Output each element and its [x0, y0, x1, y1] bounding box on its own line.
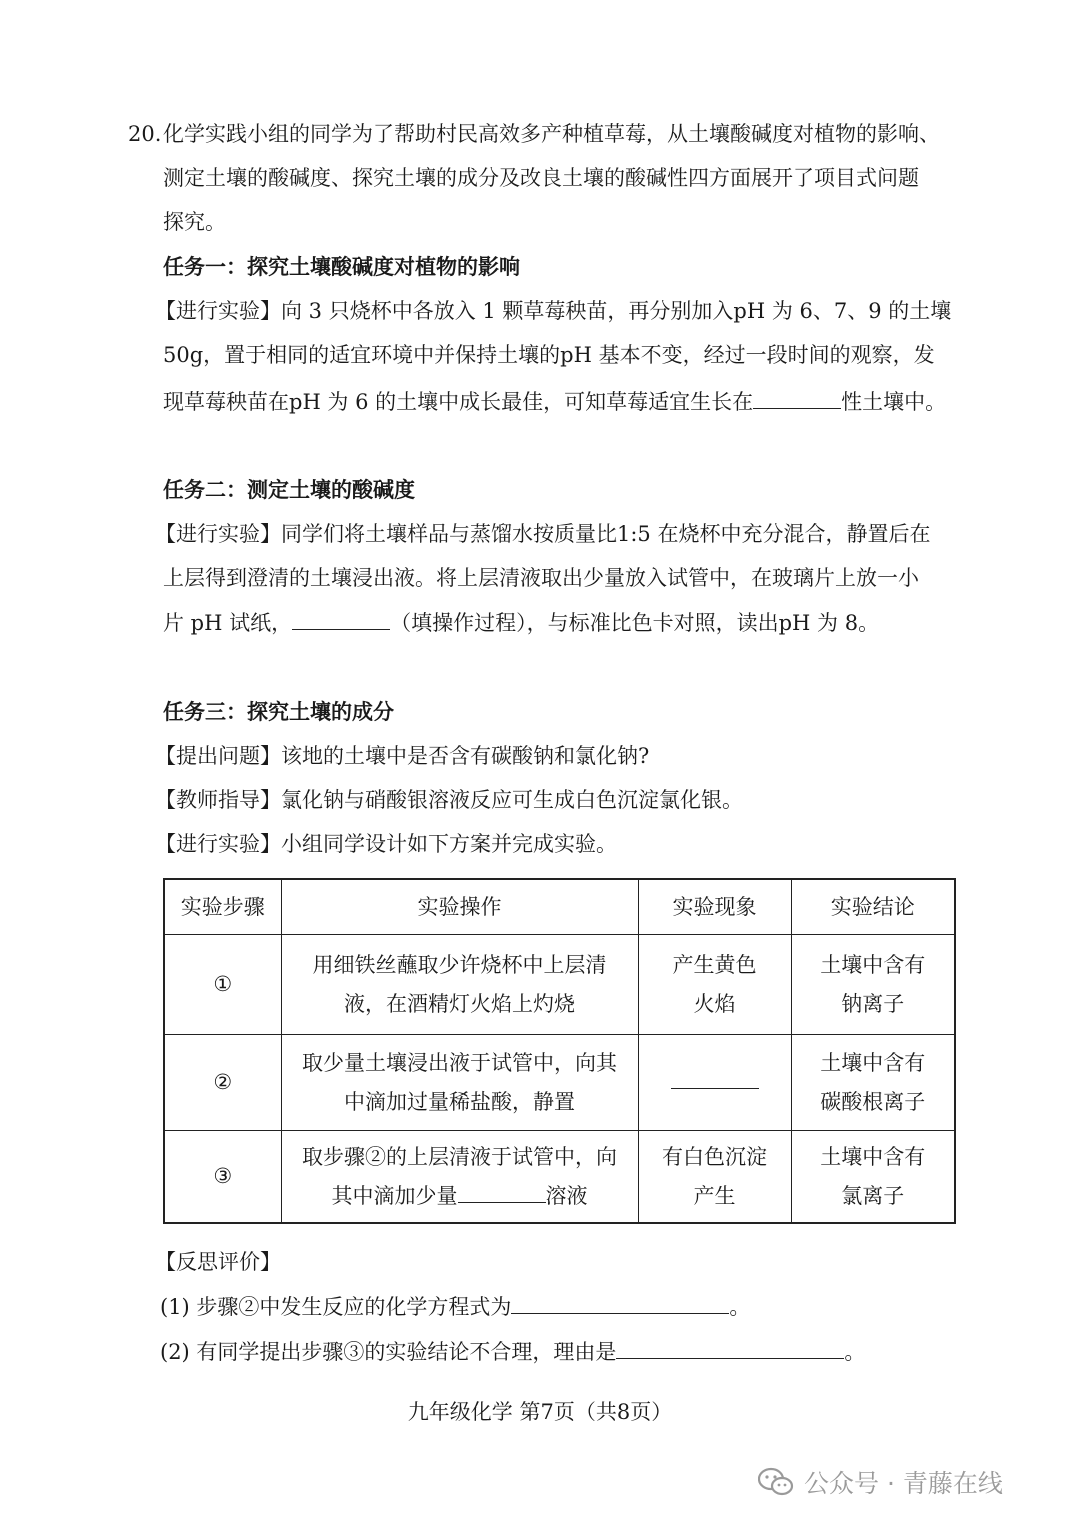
task2-line-3-before: 片 pH 试纸， [163, 611, 293, 635]
header-step: 实验步骤 [164, 879, 281, 935]
wechat-icon [758, 1467, 794, 1497]
row3-phen-line-2: 产生 [693, 1183, 736, 1208]
task1-title: 任务一：探究土壤酸碱度对植物的影响 [163, 254, 520, 279]
row3-operation [281, 1131, 638, 1224]
reflection-q2-end: 。 [844, 1340, 866, 1364]
row3-op-line-2-before: 其中滴加少量 [331, 1183, 458, 1208]
task2-line-3 [163, 607, 879, 638]
row2-op-line-1: 取少量土壤浸出液于试管中，向其 [302, 1050, 617, 1075]
row2-conc-line-2: 碳酸根离子 [820, 1089, 926, 1114]
header-operation: 实验操作 [281, 879, 638, 935]
task3-question: 【提出问题】该地的土壤中是否含有碳酸钠和氯化钠? [155, 744, 650, 768]
header-conclusion: 实验结论 [791, 879, 955, 935]
row3-phen-line-1: 有白色沉淀 [662, 1144, 767, 1169]
row1-conc-line-1: 土壤中含有 [820, 952, 926, 977]
row1-op-line-1: 用细铁丝蘸取少许烧杯中上层清 [312, 952, 607, 977]
question-intro-line-2: 测定土壤的酸碱度、探究土壤的成分及改良土壤的酸碱性四方面展开了项目式问题 [163, 166, 919, 190]
table-row [164, 1131, 955, 1224]
page-footer: 九年级化学 第7页（共8页） [407, 1400, 673, 1424]
task2-line-2: 上层得到澄清的土壤浸出液。将上层清液取出少量放入试管中，在玻璃片上放一小 [163, 566, 919, 590]
reflection-q1-text: (1) 步骤②中发生反应的化学方程式为 [160, 1295, 512, 1319]
task1-line-3 [163, 386, 946, 417]
task1-line-1: 【进行实验】向 3 只烧杯中各放入 1 颗草莓秧苗，再分别加入pH 为 6、7、9 的土壤 [155, 299, 952, 323]
reflection-q2-blank[interactable] [616, 1336, 844, 1359]
row2-operation [281, 1035, 638, 1131]
row2-conc-line-1: 土壤中含有 [820, 1050, 926, 1075]
reflection-q1 [160, 1291, 750, 1322]
task2-line-3-after: （填操作过程），与标准比色卡对照，读出pH 为 8。 [390, 611, 880, 635]
row2-phenomenon-blank[interactable] [671, 1066, 759, 1089]
table-row [164, 935, 955, 1035]
experiment-table [163, 878, 956, 1224]
reflection-q2 [160, 1336, 865, 1367]
row3-step: ③ [164, 1131, 281, 1224]
row1-phen-line-1: 产生黄色 [672, 952, 757, 977]
reflection-q2-text: (2) 有同学提出步骤③的实验结论不合理，理由是 [160, 1340, 617, 1364]
task3-experiment: 【进行实验】小组同学设计如下方案并完成实验。 [155, 832, 617, 856]
task1-line-2: 50g，置于相同的适宜环境中并保持土壤的pH 基本不变，经过一段时间的观察，发 [163, 343, 935, 367]
header-phenomenon: 实验现象 [638, 879, 791, 935]
row2-conclusion [791, 1035, 955, 1131]
task2-title: 任务二：测定土壤的酸碱度 [163, 477, 415, 502]
row2-op-line-2: 中滴加过量稀盐酸，静置 [344, 1089, 575, 1114]
question-intro-line-1: 化学实践小组的同学为了帮助村民高效多产种植草莓，从土壤酸碱度对植物的影响、 [163, 122, 940, 146]
row3-reagent-blank[interactable] [458, 1180, 546, 1203]
row3-conc-line-1: 土壤中含有 [820, 1144, 926, 1169]
row1-operation [281, 935, 638, 1035]
task1-answer-blank[interactable] [753, 386, 841, 409]
row1-conclusion [791, 935, 955, 1035]
table-row [164, 1035, 955, 1131]
question-intro-line-3: 探究。 [163, 210, 226, 234]
watermark-text: 公众号 · 青藤在线 [804, 1469, 1003, 1498]
row1-step: ① [164, 935, 281, 1035]
row3-conc-line-2: 氯离子 [841, 1183, 905, 1208]
row1-conc-line-2: 钠离子 [841, 991, 905, 1016]
row1-op-line-2: 液，在酒精灯火焰上灼烧 [344, 991, 575, 1016]
question-number: 20. [128, 122, 162, 146]
row1-phenomenon [638, 935, 791, 1035]
table-header-row [164, 879, 955, 935]
reflection-title: 【反思评价】 [155, 1250, 281, 1274]
row2-step: ② [164, 1035, 281, 1131]
row3-op-line-1: 取步骤②的上层清液于试管中，向 [302, 1144, 617, 1169]
task3-guidance: 【教师指导】氯化钠与硝酸银溶液反应可生成白色沉淀氯化银。 [155, 788, 743, 812]
row3-conclusion [791, 1131, 955, 1224]
task2-answer-blank[interactable] [292, 607, 390, 630]
watermark [758, 1462, 1003, 1502]
row3-phenomenon [638, 1131, 791, 1224]
task1-line-3-after: 性土壤中。 [841, 390, 947, 414]
row1-phen-line-2: 火焰 [693, 991, 736, 1016]
row2-phenomenon [638, 1035, 791, 1131]
reflection-q1-blank[interactable] [511, 1291, 729, 1314]
task3-title: 任务三：探究土壤的成分 [163, 699, 394, 724]
row3-op-line-2 [288, 1177, 632, 1216]
task2-line-1: 【进行实验】同学们将土壤样品与蒸馏水按质量比1:5 在烧杯中充分混合，静置后在 [155, 522, 931, 546]
reflection-q1-end: 。 [729, 1295, 751, 1319]
task1-line-3-before: 现草莓秧苗在pH 为 6 的土壤中成长最佳，可知草莓适宜生长在 [163, 390, 754, 414]
row3-op-line-2-after: 溶液 [545, 1183, 588, 1208]
